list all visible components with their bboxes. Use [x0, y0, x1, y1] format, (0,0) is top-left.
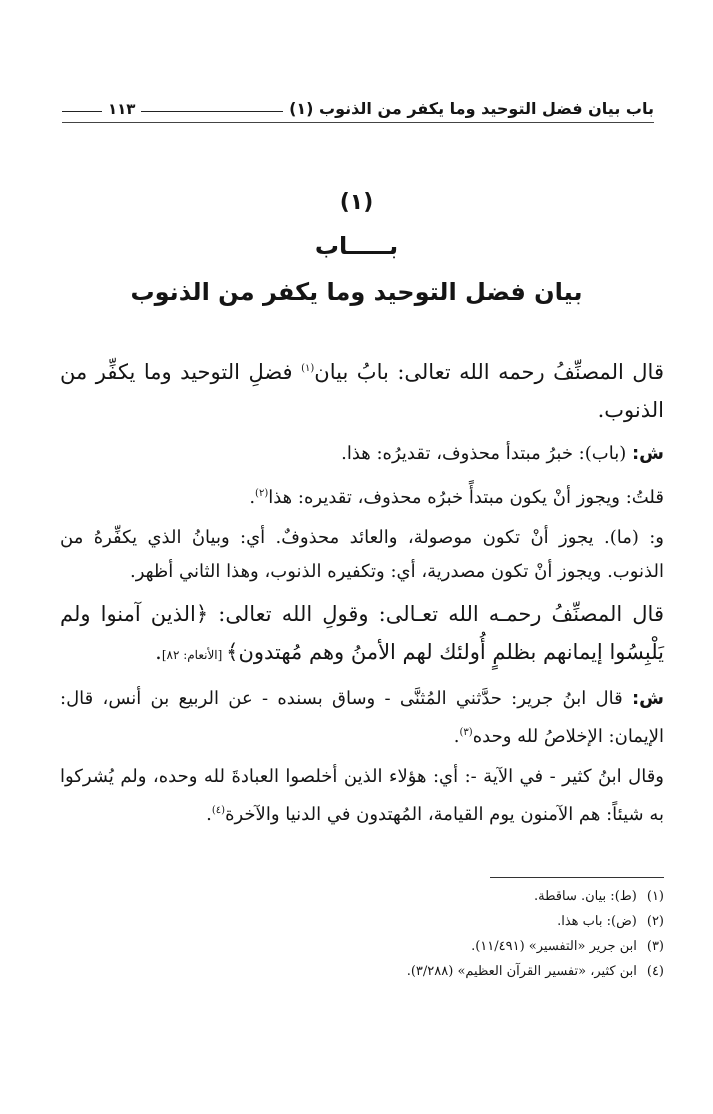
footnote-item — [60, 959, 664, 984]
paragraph-3 — [60, 477, 664, 515]
header-rule-end — [62, 111, 102, 112]
quran-citation: [الأنعام: ٨٢] — [161, 648, 227, 662]
paragraph-2 — [60, 437, 664, 471]
footnote-text: ابن كثير، «تفسير القرآن العظيم» (٣/٢٨٨). — [406, 964, 637, 979]
header-title: باب بيان فضل التوحيد وما يكفر من الذنوب (١) — [289, 99, 654, 118]
paragraph-1-text-b: فضلِ التوحيد وما يكفِّر من الذنوب. — [60, 360, 664, 422]
header-divider — [62, 122, 654, 123]
paragraph-1 — [60, 350, 664, 429]
paragraph-5-tail: . — [155, 640, 162, 664]
chapter-label: بـــــاب — [314, 232, 399, 260]
footnote-number: (٣) — [646, 939, 664, 954]
commentary-mark: ش: — [631, 443, 664, 464]
running-header — [62, 92, 654, 118]
paragraph-6 — [60, 682, 664, 754]
footnote-number: (٢) — [646, 914, 664, 929]
footnote-item — [60, 884, 664, 909]
chapter-title: بيان فضل التوحيد وما يكفر من الذنوب — [130, 278, 583, 306]
paragraph-1-text-a: قال المصنِّفُ رحمه الله تعالى: بابُ بيان — [314, 360, 664, 384]
commentary-mark: ش: — [631, 688, 664, 709]
paragraph-7-tail: . — [206, 804, 212, 825]
footnote-ref-3: (٣) — [459, 727, 473, 738]
chapter-number: (١) — [339, 190, 374, 215]
footnote-number: (٤) — [646, 964, 664, 979]
paragraph-7-text: وقال ابنُ كثير - في الآية -: أي: هؤلاء الذين أخلصوا العبادةَ لله وحده، ولم يُشركوا به شيئاً: هم الآمنون يوم القيامة، المُهتدون في الدنيا والآخرة — [60, 766, 664, 825]
paragraph-6-text: قال ابنُ جرير: حدَّثني المُثنَّى - وساق بسنده - عن الربيع بن أنس، قال: الإيمان: الإخلاصُ لله وحده — [60, 688, 664, 747]
footnote-ref-4: (٤) — [211, 805, 226, 816]
footnotes — [60, 884, 664, 984]
footnote-ref-2: (٢) — [255, 488, 269, 499]
paragraph-5-text: قال المصنِّفُ رحمـه الله تعـالى: وقولِ الله تعالى: ﴿الذين آمنوا ولم يَلْبِسُوا إيمانهم بظلمٍ أُولئك لهم الأمنُ وهم مُهتدون﴾ — [60, 602, 664, 664]
footnote-ref-1: (١) — [301, 363, 315, 374]
header-rule — [141, 111, 283, 112]
footnote-item — [60, 934, 664, 959]
footnote-item — [60, 909, 664, 934]
paragraph-3-tail: . — [249, 487, 256, 508]
footnote-text: (ض): باب هذا. — [557, 914, 637, 929]
page-number: ١١٣ — [108, 100, 136, 118]
footnote-number: (١) — [646, 889, 664, 904]
footnote-divider — [490, 877, 664, 878]
paragraph-4-text: و: (ما). يجوز أنْ تكون موصولة، والعائد محذوفٌ. أي: وبيانُ الذي يكفِّرهُ من الذنوب. ويجوز أنْ تكون مصدرية، أي: وتكفيره الذنوب، وهذا الثاني أظهر. — [60, 527, 664, 582]
paragraph-6-tail: . — [453, 726, 460, 747]
footnote-text: (ط): بيان. ساقطة. — [534, 889, 637, 904]
footnote-text: ابن جرير «التفسير» (١١/٤٩١). — [471, 939, 637, 954]
paragraph-5 — [60, 595, 664, 674]
paragraph-4 — [60, 521, 664, 589]
paragraph-3-text: قلتُ: ويجوز أنْ يكون مبتدأً خبرُه محذوف، تقديره: هذا — [268, 487, 664, 508]
main-text — [60, 350, 664, 838]
paragraph-2-text: (باب): خبرُ مبتدأ محذوف، تقديرُه: هذا. — [341, 443, 632, 464]
paragraph-7 — [60, 760, 664, 832]
